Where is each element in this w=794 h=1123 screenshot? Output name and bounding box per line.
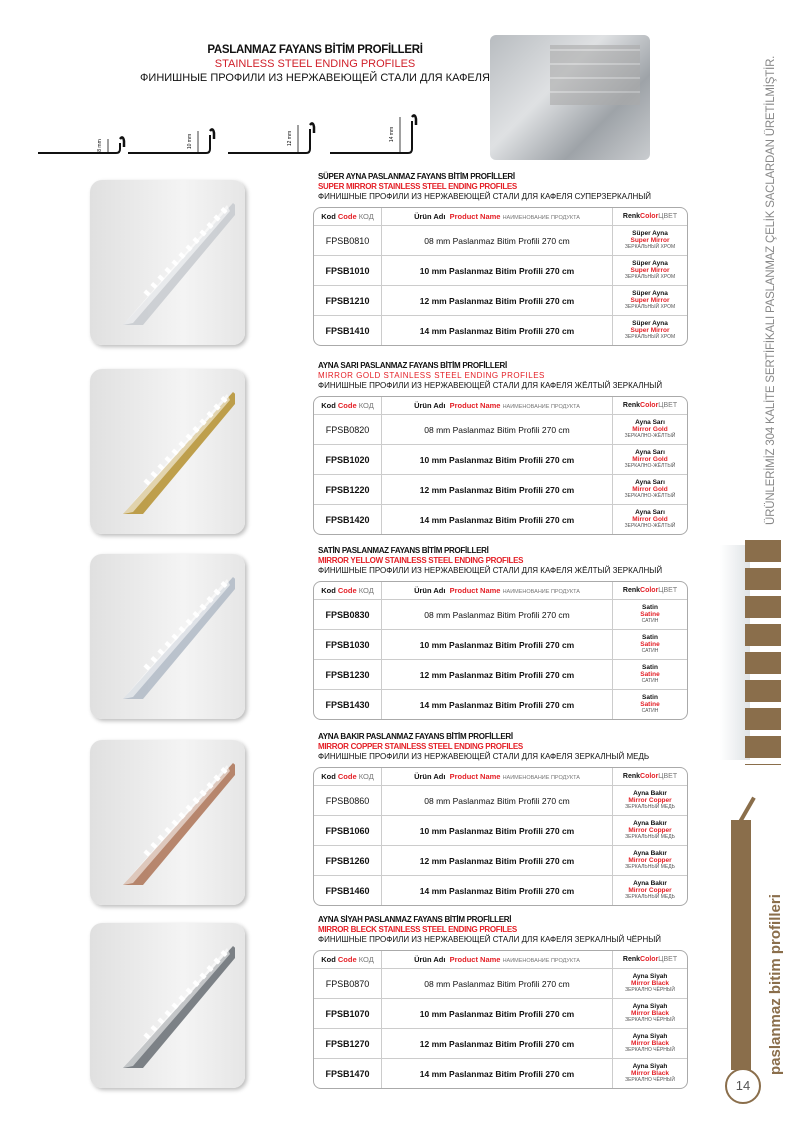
product-color — [613, 690, 687, 719]
table-header — [314, 768, 687, 786]
product-color — [613, 445, 687, 475]
header-product: Product Name — [449, 401, 501, 410]
product-code: FPSB0820 — [314, 415, 382, 445]
product-name: 14 mm Paslanmaz Bitim Profili 270 cm — [382, 316, 613, 345]
header-code: Code — [337, 772, 357, 781]
color-en: Mirror Gold — [632, 516, 668, 523]
color-tr: Ayna Siyah — [632, 1033, 668, 1040]
header-code: Code — [337, 955, 357, 964]
color-en: Mirror Black — [631, 1040, 669, 1047]
product-code: FPSB0860 — [314, 786, 382, 816]
color-en: Mirror Black — [631, 1010, 669, 1017]
product-name: 14 mm Paslanmaz Bitim Profili 270 cm — [382, 876, 613, 905]
product-image — [90, 369, 245, 534]
product-color — [613, 969, 687, 999]
color-en: Satine — [640, 701, 660, 708]
product-name: 12 mm Paslanmaz Bitim Profili 270 cm — [382, 475, 613, 505]
product-color — [613, 286, 687, 316]
header-color: Color — [640, 956, 659, 963]
product-code: FPSB1210 — [314, 286, 382, 316]
header-code: Code — [337, 401, 357, 410]
table-header — [314, 208, 687, 226]
brand-logo — [745, 540, 781, 765]
color-ru: САТИН — [641, 648, 659, 654]
product-code: FPSB0830 — [314, 600, 382, 630]
product-name: 12 mm Paslanmaz Bitim Profili 270 cm — [382, 1029, 613, 1059]
header-color-ru: ЦВЕТ — [658, 587, 678, 594]
header-product: Product Name — [449, 772, 501, 781]
header-renk: Renk — [622, 773, 641, 780]
product-name: 10 mm Paslanmaz Bitim Profili 270 cm — [382, 999, 613, 1029]
installation-photo — [490, 35, 650, 160]
product-table — [313, 396, 688, 535]
color-tr: Süper Ayna — [632, 230, 668, 237]
diagram-dimension: 12 mm — [287, 130, 293, 147]
product-name: 10 mm Paslanmaz Bitim Profili 270 cm — [382, 816, 613, 846]
color-tr: Ayna Sarı — [635, 449, 665, 456]
color-tr: Ayna Siyah — [632, 973, 668, 980]
color-en: Mirror Copper — [628, 857, 672, 864]
table-header — [314, 951, 687, 969]
product-code: FPSB1030 — [314, 630, 382, 660]
color-ru: ЗЕРКАЛЬНЫЙ ХРОМ — [624, 274, 676, 280]
product-code: FPSB1220 — [314, 475, 382, 505]
color-en: Mirror Gold — [632, 456, 668, 463]
table-row — [314, 600, 687, 630]
header-product-ru: НАИМЕНОВАНИЕ ПРОДУКТА — [502, 404, 580, 410]
product-color — [613, 1029, 687, 1059]
product-name: 14 mm Paslanmaz Bitim Profili 270 cm — [382, 1059, 613, 1088]
product-color — [613, 600, 687, 630]
profile-render — [115, 384, 235, 519]
product-code: FPSB1020 — [314, 445, 382, 475]
header-kod-ru: КОД — [358, 586, 374, 595]
section-title-ru: ФИНИШНЫЕ ПРОФИЛИ ИЗ НЕРЖАВЕЮЩЕЙ СТАЛИ ДЛЯ КАФЕЛЯ ЗЕРКАЛНЫЙ ЧЁРНЫЙ — [318, 935, 662, 944]
header-kod: Kod — [321, 401, 336, 410]
header-urun: Ürün Adı — [414, 401, 446, 410]
color-ru: ЗЕРКАЛНО-ЖЁЛТЫЙ — [624, 493, 676, 499]
header-urun: Ürün Adı — [414, 212, 446, 221]
section-title-en: SUPER MIRROR STAINLESS STEEL ENDING PROFILES — [318, 182, 517, 191]
product-code: FPSB1420 — [314, 505, 382, 534]
color-tr: Ayna Bakır — [633, 880, 667, 887]
profile-render — [115, 195, 235, 330]
color-ru: ЗЕРКАЛЬНЫЙ МЕДЬ — [625, 834, 675, 840]
header-urun: Ürün Adı — [414, 586, 446, 595]
header-kod: Kod — [321, 586, 336, 595]
product-color — [613, 630, 687, 660]
section-title-tr: AYNA SARI PASLANMAZ FAYANS BİTİM PROFİLLERİ — [318, 361, 507, 370]
header-color: Color — [640, 402, 659, 409]
header-kod: Kod — [321, 955, 336, 964]
color-ru: ЗЕРКАЛНО ЧЁРНЫЙ — [625, 1077, 675, 1083]
product-color — [613, 256, 687, 286]
table-row — [314, 475, 687, 505]
profile-diagram — [330, 108, 425, 158]
profile-diagram — [128, 108, 223, 158]
product-name: 12 mm Paslanmaz Bitim Profili 270 cm — [382, 846, 613, 876]
diagram-dimension: 10 mm — [187, 133, 193, 150]
color-ru: ЗЕРКАЛЬНЫЙ МЕДЬ — [625, 864, 675, 870]
header-product-ru: НАИМЕНОВАНИЕ ПРОДУКТА — [502, 215, 580, 221]
product-name: 08 mm Paslanmaz Bitim Profili 270 cm — [382, 415, 613, 445]
color-tr: Ayna Bakır — [633, 850, 667, 857]
section-title-ru: ФИНИШНЫЕ ПРОФИЛИ ИЗ НЕРЖАВЕЮЩЕЙ СТАЛИ ДЛЯ КАФЕЛЯ ЖЁЛТЫЙ ЗЕРКАЛНЫЙ — [318, 381, 663, 390]
page-title-ru: ФИНИШНЫЕ ПРОФИЛИ ИЗ НЕРЖАВЕЮЩЕЙ СТАЛИ ДЛЯ КАФЕЛЯ — [140, 72, 490, 84]
header-kod: Kod — [321, 212, 336, 221]
header-renk: Renk — [622, 587, 641, 594]
color-ru: ЗЕРКАЛНО-ЖЁЛТЫЙ — [624, 463, 676, 469]
table-row — [314, 316, 687, 345]
header-renk: Renk — [622, 402, 641, 409]
header-renk: Renk — [622, 213, 641, 220]
product-color — [613, 415, 687, 445]
header-kod-ru: КОД — [358, 212, 374, 221]
product-name: 08 mm Paslanmaz Bitim Profili 270 cm — [382, 969, 613, 999]
color-tr: Süper Ayna — [632, 290, 668, 297]
color-en: Mirror Gold — [632, 486, 668, 493]
section-title — [318, 361, 662, 391]
header-kod-ru: КОД — [358, 772, 374, 781]
table-row — [314, 690, 687, 719]
table-row — [314, 1059, 687, 1088]
product-color — [613, 876, 687, 905]
color-en: Super Mirror — [630, 297, 670, 304]
product-name: 08 mm Paslanmaz Bitim Profili 270 cm — [382, 600, 613, 630]
header-color: Color — [640, 773, 659, 780]
product-color — [613, 816, 687, 846]
category-label: paslanmaz bitim profilleri — [767, 894, 784, 1075]
section-title-ru: ФИНИШНЫЕ ПРОФИЛИ ИЗ НЕРЖАВЕЮЩЕЙ СТАЛИ ДЛЯ КАФЕЛЯ ЖЁЛТЫЙ ЗЕРКАЛНЫЙ — [318, 566, 663, 575]
color-ru: ЗЕРКАЛЬНЫЙ ХРОМ — [624, 334, 676, 340]
header-renk: Renk — [622, 956, 641, 963]
color-ru: ЗЕРКАЛНО ЧЁРНЫЙ — [625, 1047, 675, 1053]
section-title-tr: AYNA SİYAH PASLANMAZ FAYANS BİTİM PROFİLLERİ — [318, 915, 512, 924]
table-row — [314, 286, 687, 316]
product-image — [90, 180, 245, 345]
product-code: FPSB1470 — [314, 1059, 382, 1088]
header-color-ru: ЦВЕТ — [658, 956, 678, 963]
header-code: Code — [337, 586, 357, 595]
product-code: FPSB1010 — [314, 256, 382, 286]
table-row — [314, 999, 687, 1029]
table-header — [314, 582, 687, 600]
product-name: 08 mm Paslanmaz Bitim Profili 270 cm — [382, 226, 613, 256]
color-ru: САТИН — [641, 708, 659, 714]
color-ru: ЗЕРКАЛНО-ЖЁЛТЫЙ — [624, 433, 676, 439]
table-row — [314, 876, 687, 905]
product-name: 12 mm Paslanmaz Bitim Profili 270 cm — [382, 286, 613, 316]
section-title-tr: SÜPER AYNA PASLANMAZ FAYANS BİTİM PROFİLLERİ — [318, 172, 515, 181]
color-en: Satine — [640, 641, 660, 648]
header-product: Product Name — [449, 586, 501, 595]
color-tr: Satin — [642, 694, 658, 701]
color-ru: ЗЕРКАЛНО ЧЁРНЫЙ — [625, 1017, 675, 1023]
diagram-dimension: 8 mm — [97, 139, 103, 152]
product-color — [613, 475, 687, 505]
product-table — [313, 950, 688, 1089]
header-code: Code — [337, 212, 357, 221]
product-color — [613, 505, 687, 534]
table-row — [314, 816, 687, 846]
color-tr: Ayna Sarı — [635, 419, 665, 426]
product-table — [313, 767, 688, 906]
section-title — [318, 915, 661, 945]
color-ru: ЗЕРКАЛЬНЫЙ ХРОМ — [624, 304, 676, 310]
product-code: FPSB0870 — [314, 969, 382, 999]
header-kod-ru: КОД — [358, 401, 374, 410]
section-title — [318, 172, 651, 202]
table-row — [314, 505, 687, 534]
color-ru: ЗЕРКАЛНО ЧЁРНЫЙ — [625, 987, 675, 993]
section-title-ru: ФИНИШНЫЕ ПРОФИЛИ ИЗ НЕРЖАВЕЮЩЕЙ СТАЛИ ДЛЯ КАФЕЛЯ СУПЕРЗЕРКАЛНЫЙ — [318, 192, 652, 201]
profile-diagram — [38, 108, 133, 158]
table-row — [314, 846, 687, 876]
product-table — [313, 581, 688, 720]
product-name: 14 mm Paslanmaz Bitim Profili 270 cm — [382, 505, 613, 534]
color-tr: Satin — [642, 604, 658, 611]
header-color: Color — [640, 587, 659, 594]
product-code: FPSB0810 — [314, 226, 382, 256]
color-en: Mirror Black — [631, 1070, 669, 1077]
product-color — [613, 786, 687, 816]
product-table — [313, 207, 688, 346]
product-code: FPSB1070 — [314, 999, 382, 1029]
product-code: FPSB1430 — [314, 690, 382, 719]
color-tr: Ayna Siyah — [632, 1063, 668, 1070]
header-product: Product Name — [449, 955, 501, 964]
header-urun: Ürün Adı — [414, 772, 446, 781]
product-image — [90, 554, 245, 719]
color-tr: Satin — [642, 634, 658, 641]
table-row — [314, 226, 687, 256]
color-tr: Ayna Sarı — [635, 479, 665, 486]
product-color — [613, 999, 687, 1029]
section-title-en: MIRROR BLECK STAINLESS STEEL ENDING PROFILES — [318, 925, 517, 934]
product-color — [613, 1059, 687, 1088]
product-color — [613, 316, 687, 345]
category-bar — [731, 820, 751, 1070]
section-title — [318, 732, 649, 762]
table-row — [314, 630, 687, 660]
header-product: Product Name — [449, 212, 501, 221]
color-tr: Ayna Bakır — [633, 790, 667, 797]
page-number: 14 — [725, 1068, 761, 1104]
table-row — [314, 445, 687, 475]
table-row — [314, 969, 687, 999]
section-title-tr: AYNA BAKIR PASLANMAZ FAYANS BİTİM PROFİLLERİ — [318, 732, 513, 741]
color-tr: Ayna Bakır — [633, 820, 667, 827]
color-en: Mirror Copper — [628, 827, 672, 834]
profile-render — [115, 938, 235, 1073]
table-row — [314, 415, 687, 445]
product-code: FPSB1230 — [314, 660, 382, 690]
color-en: Mirror Copper — [628, 887, 672, 894]
color-ru: ЗЕРКАЛНО-ЖЁЛТЫЙ — [624, 523, 676, 529]
profile-diagram — [228, 108, 323, 158]
header-color-ru: ЦВЕТ — [658, 213, 678, 220]
product-name: 10 mm Paslanmaz Bitim Profili 270 cm — [382, 256, 613, 286]
page-title-tr: PASLANMAZ FAYANS BİTİM PROFİLLERİ — [207, 44, 423, 56]
section-title-ru: ФИНИШНЫЕ ПРОФИЛИ ИЗ НЕРЖАВЕЮЩЕЙ СТАЛИ ДЛЯ КАФЕЛЯ ЗЕРКАЛНЫЙ МЕДЬ — [318, 752, 650, 761]
header-kod: Kod — [321, 772, 336, 781]
color-tr: Ayna Sarı — [635, 509, 665, 516]
section-title-en: MIRROR GOLD STAINLESS STEEL ENDING PROFILES — [318, 371, 545, 380]
table-row — [314, 1029, 687, 1059]
product-code: FPSB1060 — [314, 816, 382, 846]
product-code: FPSB1270 — [314, 1029, 382, 1059]
product-color — [613, 660, 687, 690]
header-color-ru: ЦВЕТ — [658, 773, 678, 780]
color-tr: Süper Ayna — [632, 320, 668, 327]
table-header — [314, 397, 687, 415]
color-en: Super Mirror — [630, 267, 670, 274]
color-en: Super Mirror — [630, 327, 670, 334]
header-product-ru: НАИМЕНОВАНИЕ ПРОДУКТА — [502, 958, 580, 964]
product-name: 14 mm Paslanmaz Bitim Profili 270 cm — [382, 690, 613, 719]
color-ru: САТИН — [641, 618, 659, 624]
table-row — [314, 660, 687, 690]
product-code: FPSB1460 — [314, 876, 382, 905]
color-tr: Süper Ayna — [632, 260, 668, 267]
product-color — [613, 846, 687, 876]
product-name: 10 mm Paslanmaz Bitim Profili 270 cm — [382, 445, 613, 475]
color-en: Satine — [640, 611, 660, 618]
color-en: Super Mirror — [630, 237, 670, 244]
product-code: FPSB1260 — [314, 846, 382, 876]
product-name: 10 mm Paslanmaz Bitim Profili 270 cm — [382, 630, 613, 660]
color-tr: Satin — [642, 664, 658, 671]
product-image — [90, 923, 245, 1088]
section-title-tr: SATİN PASLANMAZ FAYANS BİTİM PROFİLLERİ — [318, 546, 489, 555]
header-product-ru: НАИМЕНОВАНИЕ ПРОДУКТА — [502, 775, 580, 781]
profile-render — [115, 569, 235, 704]
header-product-ru: НАИМЕНОВАНИЕ ПРОДУКТА — [502, 589, 580, 595]
section-title — [318, 546, 662, 576]
color-en: Mirror Gold — [632, 426, 668, 433]
header-urun: Ürün Adı — [414, 955, 446, 964]
product-image — [90, 740, 245, 905]
color-ru: ЗЕРКАЛЬНЫЙ ХРОМ — [624, 244, 676, 250]
color-en: Satine — [640, 671, 660, 678]
header-color-ru: ЦВЕТ — [658, 402, 678, 409]
color-ru: ЗЕРКАЛЬНЫЙ МЕДЬ — [625, 894, 675, 900]
table-row — [314, 256, 687, 286]
product-name: 08 mm Paslanmaz Bitim Profili 270 cm — [382, 786, 613, 816]
diagram-dimension: 14 mm — [389, 126, 395, 143]
product-code: FPSB1410 — [314, 316, 382, 345]
color-tr: Ayna Siyah — [632, 1003, 668, 1010]
section-title-en: MIRROR COPPER STAINLESS STEEL ENDING PROFILES — [318, 742, 523, 751]
quality-notice: ÜRÜNLERİMİZ 304 KALİTE SERTİFİKALI PASLANMAZ ÇELİK SACLARDAN ÜRETİLMİŞTİR. — [765, 55, 777, 525]
section-title-en: MIRROR YELLOW STAINLESS STEEL ENDING PROFILES — [318, 556, 524, 565]
header-kod-ru: КОД — [358, 955, 374, 964]
product-name: 12 mm Paslanmaz Bitim Profili 270 cm — [382, 660, 613, 690]
color-en: Mirror Black — [631, 980, 669, 987]
page-title-en: STAINLESS STEEL ENDING PROFILES — [214, 58, 416, 70]
product-color — [613, 226, 687, 256]
color-en: Mirror Copper — [628, 797, 672, 804]
color-ru: ЗЕРКАЛЬНЫЙ МЕДЬ — [625, 804, 675, 810]
table-row — [314, 786, 687, 816]
color-ru: САТИН — [641, 678, 659, 684]
header-color: Color — [640, 213, 659, 220]
profile-render — [115, 755, 235, 890]
